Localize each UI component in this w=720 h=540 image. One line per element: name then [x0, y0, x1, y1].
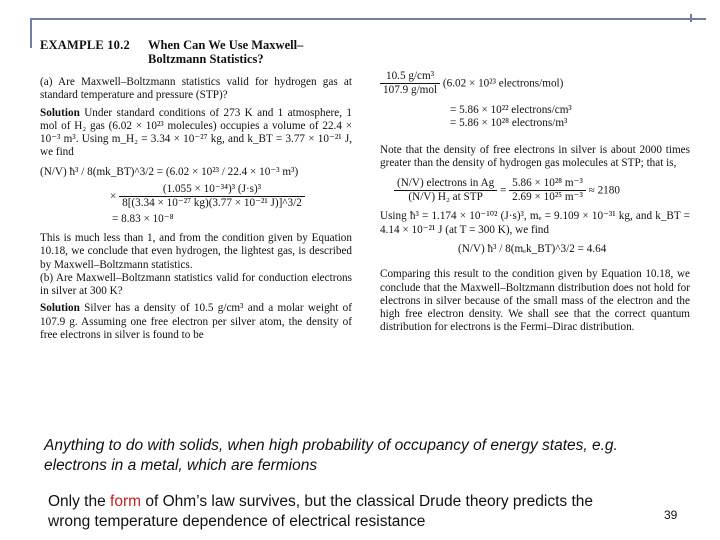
ratio-result: ≈ 2180 [588, 184, 620, 197]
equation-b-line2: = 5.86 × 10²² electrons/cm³ [450, 103, 572, 116]
equation-a-fraction [119, 183, 305, 211]
ratio-numerator-2: 5.86 × 10²⁸ m⁻³ [509, 177, 586, 191]
equation-a [40, 166, 352, 226]
solution-a-label: Solution [40, 106, 80, 119]
solution-b-label: Solution [40, 302, 80, 315]
ratio-equation: $\frac{\text{(N/V) electrons in Ag}}{\text{(N/V) H₂ at STP}}$ = $\frac{\text{5.86 × 10²⁸ m⁻³}}{\text{2.69 × 10²⁵ m⁻³}}$ ≈ 2180 [394, 177, 690, 205]
solution-a [40, 107, 352, 160]
equation-b-fraction [380, 70, 440, 98]
equation-a-line1 [40, 166, 352, 179]
rule-tick [690, 14, 692, 22]
note-paragraph: Note that the density of free electrons in silver is about 2000 times greater than the density of hydrogen gas molecules at STP; that is, [380, 144, 690, 170]
textbook-right-column [380, 64, 690, 335]
using-paragraph: Using ħ³ = 1.174 × 10⁻¹⁰² (J·s)³, mₑ = 9.109 × 10⁻³¹ kg, and k_BT = 4.14 × 10⁻²¹ J (at T = 300 K), we find [380, 210, 690, 236]
solution-b [40, 302, 352, 342]
ratio-denominator-1: (N/V) H₂ at STP [408, 191, 483, 204]
equation-a-denominator: 8[(3.34 × 10⁻²⁷ kg)(3.77 × 10⁻²¹ J)]^3/2 [122, 197, 302, 210]
slide-top-rule [30, 18, 706, 20]
equation-c [458, 243, 690, 256]
equation-a-lhs: (N/V) ħ³ / 8(mk_BT)^3/2 [40, 165, 154, 178]
ratio-denominator-2: 2.69 × 10²⁵ m⁻³ [512, 191, 583, 204]
equation-b-rhs: (6.02 × 10²³ electrons/mol) [442, 77, 564, 90]
slide-left-rule [30, 18, 32, 48]
example-label: EXAMPLE 10.2 [40, 38, 130, 52]
part-b-question: (b) Are Maxwell–Boltzmann statistics valid for conduction electrons in silver at 300 K? [40, 271, 352, 298]
ratio-fraction-1 [394, 177, 497, 205]
page-number: 39 [664, 508, 678, 522]
equation-a-line2: × $\frac{\text{(1.055 × 10⁻³⁴)³ (J·s)³}}{\text{8[(3.34 × 10⁻²⁷ kg)(3.77 × 10⁻²¹ J)]\textasciicircum{}3/2}}$ [110, 183, 352, 211]
example-heading [40, 38, 352, 66]
example-title: When Can We Use Maxwell–Boltzmann Statistics? [148, 38, 304, 66]
bullet-2-highlight: form [110, 493, 142, 510]
part-a-question: (a) Are Maxwell–Boltzmann statistics valid for hydrogen gas at standard temperature and pressure (STP)? [40, 76, 352, 102]
bullet-2-after: of Ohm’s law survives, but the classical Drude theory predicts the wrong temperature dependence of electrical resistance [48, 493, 594, 530]
equation-a-numerator: (1.055 × 10⁻³⁴)³ (J·s)³ [119, 183, 305, 197]
equation-b-line3: = 5.86 × 10²⁸ electrons/m³ [450, 116, 568, 129]
equation-a-result: = 8.83 × 10⁻⁸ [112, 212, 174, 225]
equation-c-lhs: (N/V) ħ³ / 8(mₑk_BT)^3/2 [458, 242, 575, 255]
solution-a-text: Under standard conditions of 273 K and 1 atmosphere, 1 mol of H₂ gas (6.02 × 10²³ molecules) occupies a volume of 22.4 × 10⁻³ m³. Using m_H₂ = 3.34 × 10⁻²⁷ kg, and k_BT = 3.77 × 10⁻²¹ J, we find [40, 106, 353, 159]
equation-c-rhs: = 4.64 [577, 242, 607, 255]
bullet-2-before: Only the [48, 493, 111, 510]
ratio-numerator-1: (N/V) electrons in Ag [394, 177, 497, 191]
equation-b [380, 70, 690, 98]
comparing-paragraph: Comparing this result to the condition given by Equation 10.18, we conclude that the Maxwell–Boltzmann distribution does not hold for electrons in silver because of the small mass of the electron and the high free electron density. We shall see that the correct quantum distribution for electrons is the Fermi–Dirac distribution. [380, 268, 690, 334]
equation-b-numerator: 10.5 g/cm³ [380, 70, 440, 84]
conclusion-a: This is much less than 1, and from the condition given by Equation 10.18, we conclude that even hydrogen, the lightest gas, is described by Maxwell–Boltzmann statistics. [40, 231, 352, 271]
equation-a-rhs: = (6.02 × 10²³ / 22.4 × 10⁻³ m³) [156, 165, 299, 178]
solution-b-text: Silver has a density of 10.5 g/cm³ and a molar weight of 107.9 g. Assuming one free electron per silver atom, the density of free electrons in silver is found to be [40, 302, 352, 342]
slide-bullet-2 [48, 492, 618, 532]
ratio-fraction-2 [509, 177, 586, 205]
equation-b-denominator: 107.9 g/mol [383, 84, 438, 97]
textbook-left-column [40, 38, 352, 342]
slide-bullet-1: Anything to do with solids, when high probability of occupancy of energy states, e.g. electrons in a metal, which are fermions [44, 437, 618, 474]
